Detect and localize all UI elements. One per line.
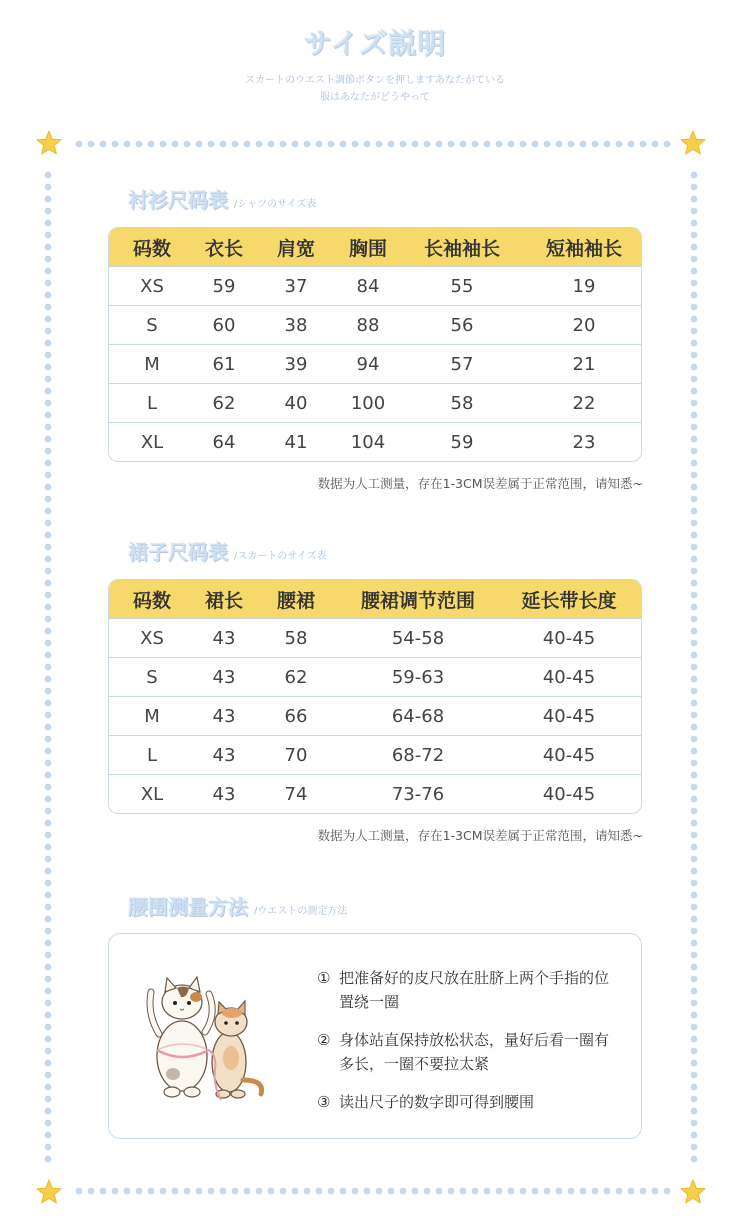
table-cell: 21 (572, 353, 596, 375)
shirt-title-jp: /シャツのサイズ表 (234, 199, 317, 210)
table-row (109, 344, 641, 383)
table-cell: 43 (212, 627, 236, 649)
star-icon (35, 1178, 63, 1206)
table-cell: 84 (356, 275, 380, 297)
header-cell: 肩宽 (276, 237, 315, 260)
shirt-table-note: 数据为人工测量，存在1-3CM误差属于正常范围，请知悉~ (317, 476, 643, 491)
table-cell: M (144, 705, 160, 727)
star-icon (679, 129, 707, 157)
cats-measuring-icon (137, 966, 277, 1106)
table-row (109, 422, 641, 461)
table-cell: 58 (284, 627, 308, 649)
table-cell: 43 (212, 666, 236, 688)
table-row (109, 618, 641, 657)
step-number: ③ (317, 1093, 331, 1111)
header-cell: 码数 (132, 589, 171, 612)
table-cell: 58 (450, 392, 474, 414)
table-cell: S (146, 666, 158, 688)
waist-measure-card (108, 933, 642, 1139)
table-row (109, 696, 641, 735)
header-cell: 延长带长度 (521, 589, 617, 612)
table-cell: 94 (356, 353, 380, 375)
table-cell: 104 (350, 431, 386, 453)
table-cell: 43 (212, 705, 236, 727)
waist-section-title (128, 891, 347, 920)
table-cell: 40 (284, 392, 308, 414)
table-cell: 40-45 (542, 744, 596, 766)
table-cell: 22 (572, 392, 596, 414)
frame-bottom-dots (74, 1186, 676, 1196)
table-cell: 43 (212, 783, 236, 805)
header-cell: 衣长 (204, 237, 243, 260)
skirt-title-jp: /スカートのサイズ表 (234, 551, 327, 562)
table-cell: 66 (284, 705, 308, 727)
star-icon (679, 1178, 707, 1206)
page-title: サイズ説明 (303, 27, 447, 60)
step-text: 把准备好的皮尺放在肚脐上两个手指的位置绕一圈 (339, 969, 610, 1011)
subtitle-line-2: 服はあなたがどうやって (320, 92, 430, 103)
shirt-title-zh: 衬衫尺码表 (128, 188, 228, 212)
table-cell: 54-58 (391, 627, 445, 649)
header-cell: 长袖袖长 (423, 237, 500, 260)
table-cell: L (146, 392, 158, 414)
table-cell: 37 (284, 275, 308, 297)
header-cell: 裙长 (204, 589, 243, 612)
table-cell: 40-45 (542, 705, 596, 727)
waist-title-jp: /ウエストの測定方法 (254, 906, 348, 917)
table-row (109, 657, 641, 696)
table-cell: 40-45 (542, 783, 596, 805)
list-item (317, 1028, 617, 1076)
waist-measure-steps (317, 966, 617, 1128)
table-cell: 59-63 (391, 666, 445, 688)
table-cell: 39 (284, 353, 308, 375)
list-item (317, 966, 617, 1014)
table-header-row (109, 228, 641, 266)
table-row (109, 305, 641, 344)
frame-right-dots (689, 170, 699, 1165)
table-cell: 68-72 (391, 744, 445, 766)
table-cell: 40-45 (542, 627, 596, 649)
header-cell: 码数 (132, 237, 171, 260)
table-cell: 57 (450, 353, 474, 375)
table-row (109, 735, 641, 774)
table-cell: 70 (284, 744, 308, 766)
table-cell: 55 (450, 275, 474, 297)
table-row (109, 383, 641, 422)
step-text: 读出尺子的数字即可得到腰围 (339, 1093, 535, 1111)
star-icon (35, 129, 63, 157)
table-cell: 59 (450, 431, 474, 453)
table-cell: XS (140, 275, 164, 297)
page-subtitle (0, 72, 750, 106)
table-cell: XS (140, 627, 164, 649)
table-cell: L (146, 744, 158, 766)
table-cell: 43 (212, 744, 236, 766)
table-cell: 88 (356, 314, 380, 336)
table-cell: 19 (572, 275, 596, 297)
table-cell: 62 (212, 392, 236, 414)
table-cell: 64 (212, 431, 236, 453)
table-cell: XL (140, 783, 164, 805)
step-number: ② (317, 1031, 331, 1049)
table-cell: 100 (350, 392, 386, 414)
header-cell: 短袖袖长 (545, 237, 622, 260)
table-cell: 41 (284, 431, 308, 453)
skirt-title-zh: 裙子尺码表 (128, 540, 228, 564)
skirt-section-title (128, 536, 327, 565)
table-cell: 59 (212, 275, 236, 297)
header-cell: 腰裙调节范围 (360, 589, 475, 612)
table-cell: 56 (450, 314, 474, 336)
table-cell: XL (140, 431, 164, 453)
table-cell: 23 (572, 431, 596, 453)
skirt-table-note: 数据为人工测量，存在1-3CM误差属于正常范围，请知悉~ (317, 828, 643, 843)
waist-title-zh: 腰围测量方法 (128, 895, 248, 919)
step-number: ① (317, 969, 331, 987)
shirt-section-title (128, 184, 316, 213)
table-row (109, 266, 641, 305)
table-cell: 74 (284, 783, 308, 805)
skirt-size-table (108, 579, 642, 814)
table-cell: 60 (212, 314, 236, 336)
table-cell: 73-76 (391, 783, 445, 805)
shirt-size-table (108, 227, 642, 462)
table-cell: 64-68 (391, 705, 445, 727)
table-cell: 20 (572, 314, 596, 336)
table-cell: 38 (284, 314, 308, 336)
header-cell: 胸围 (348, 237, 387, 260)
table-header-row (109, 580, 641, 618)
frame-top-dots (74, 139, 676, 149)
table-cell: M (144, 353, 160, 375)
header-cell: 腰裙 (276, 589, 315, 612)
table-cell: 61 (212, 353, 236, 375)
table-cell: 62 (284, 666, 308, 688)
table-cell: S (146, 314, 158, 336)
step-text: 身体站直保持放松状态，量好后看一圈有多长，一圈不要拉太紧 (339, 1031, 610, 1073)
table-cell: 40-45 (542, 666, 596, 688)
frame-left-dots (43, 170, 53, 1165)
list-item (317, 1090, 617, 1114)
table-row (109, 774, 641, 813)
subtitle-line-1: スカートのウエスト調節ボタンを押しますあなたがている (245, 75, 505, 86)
